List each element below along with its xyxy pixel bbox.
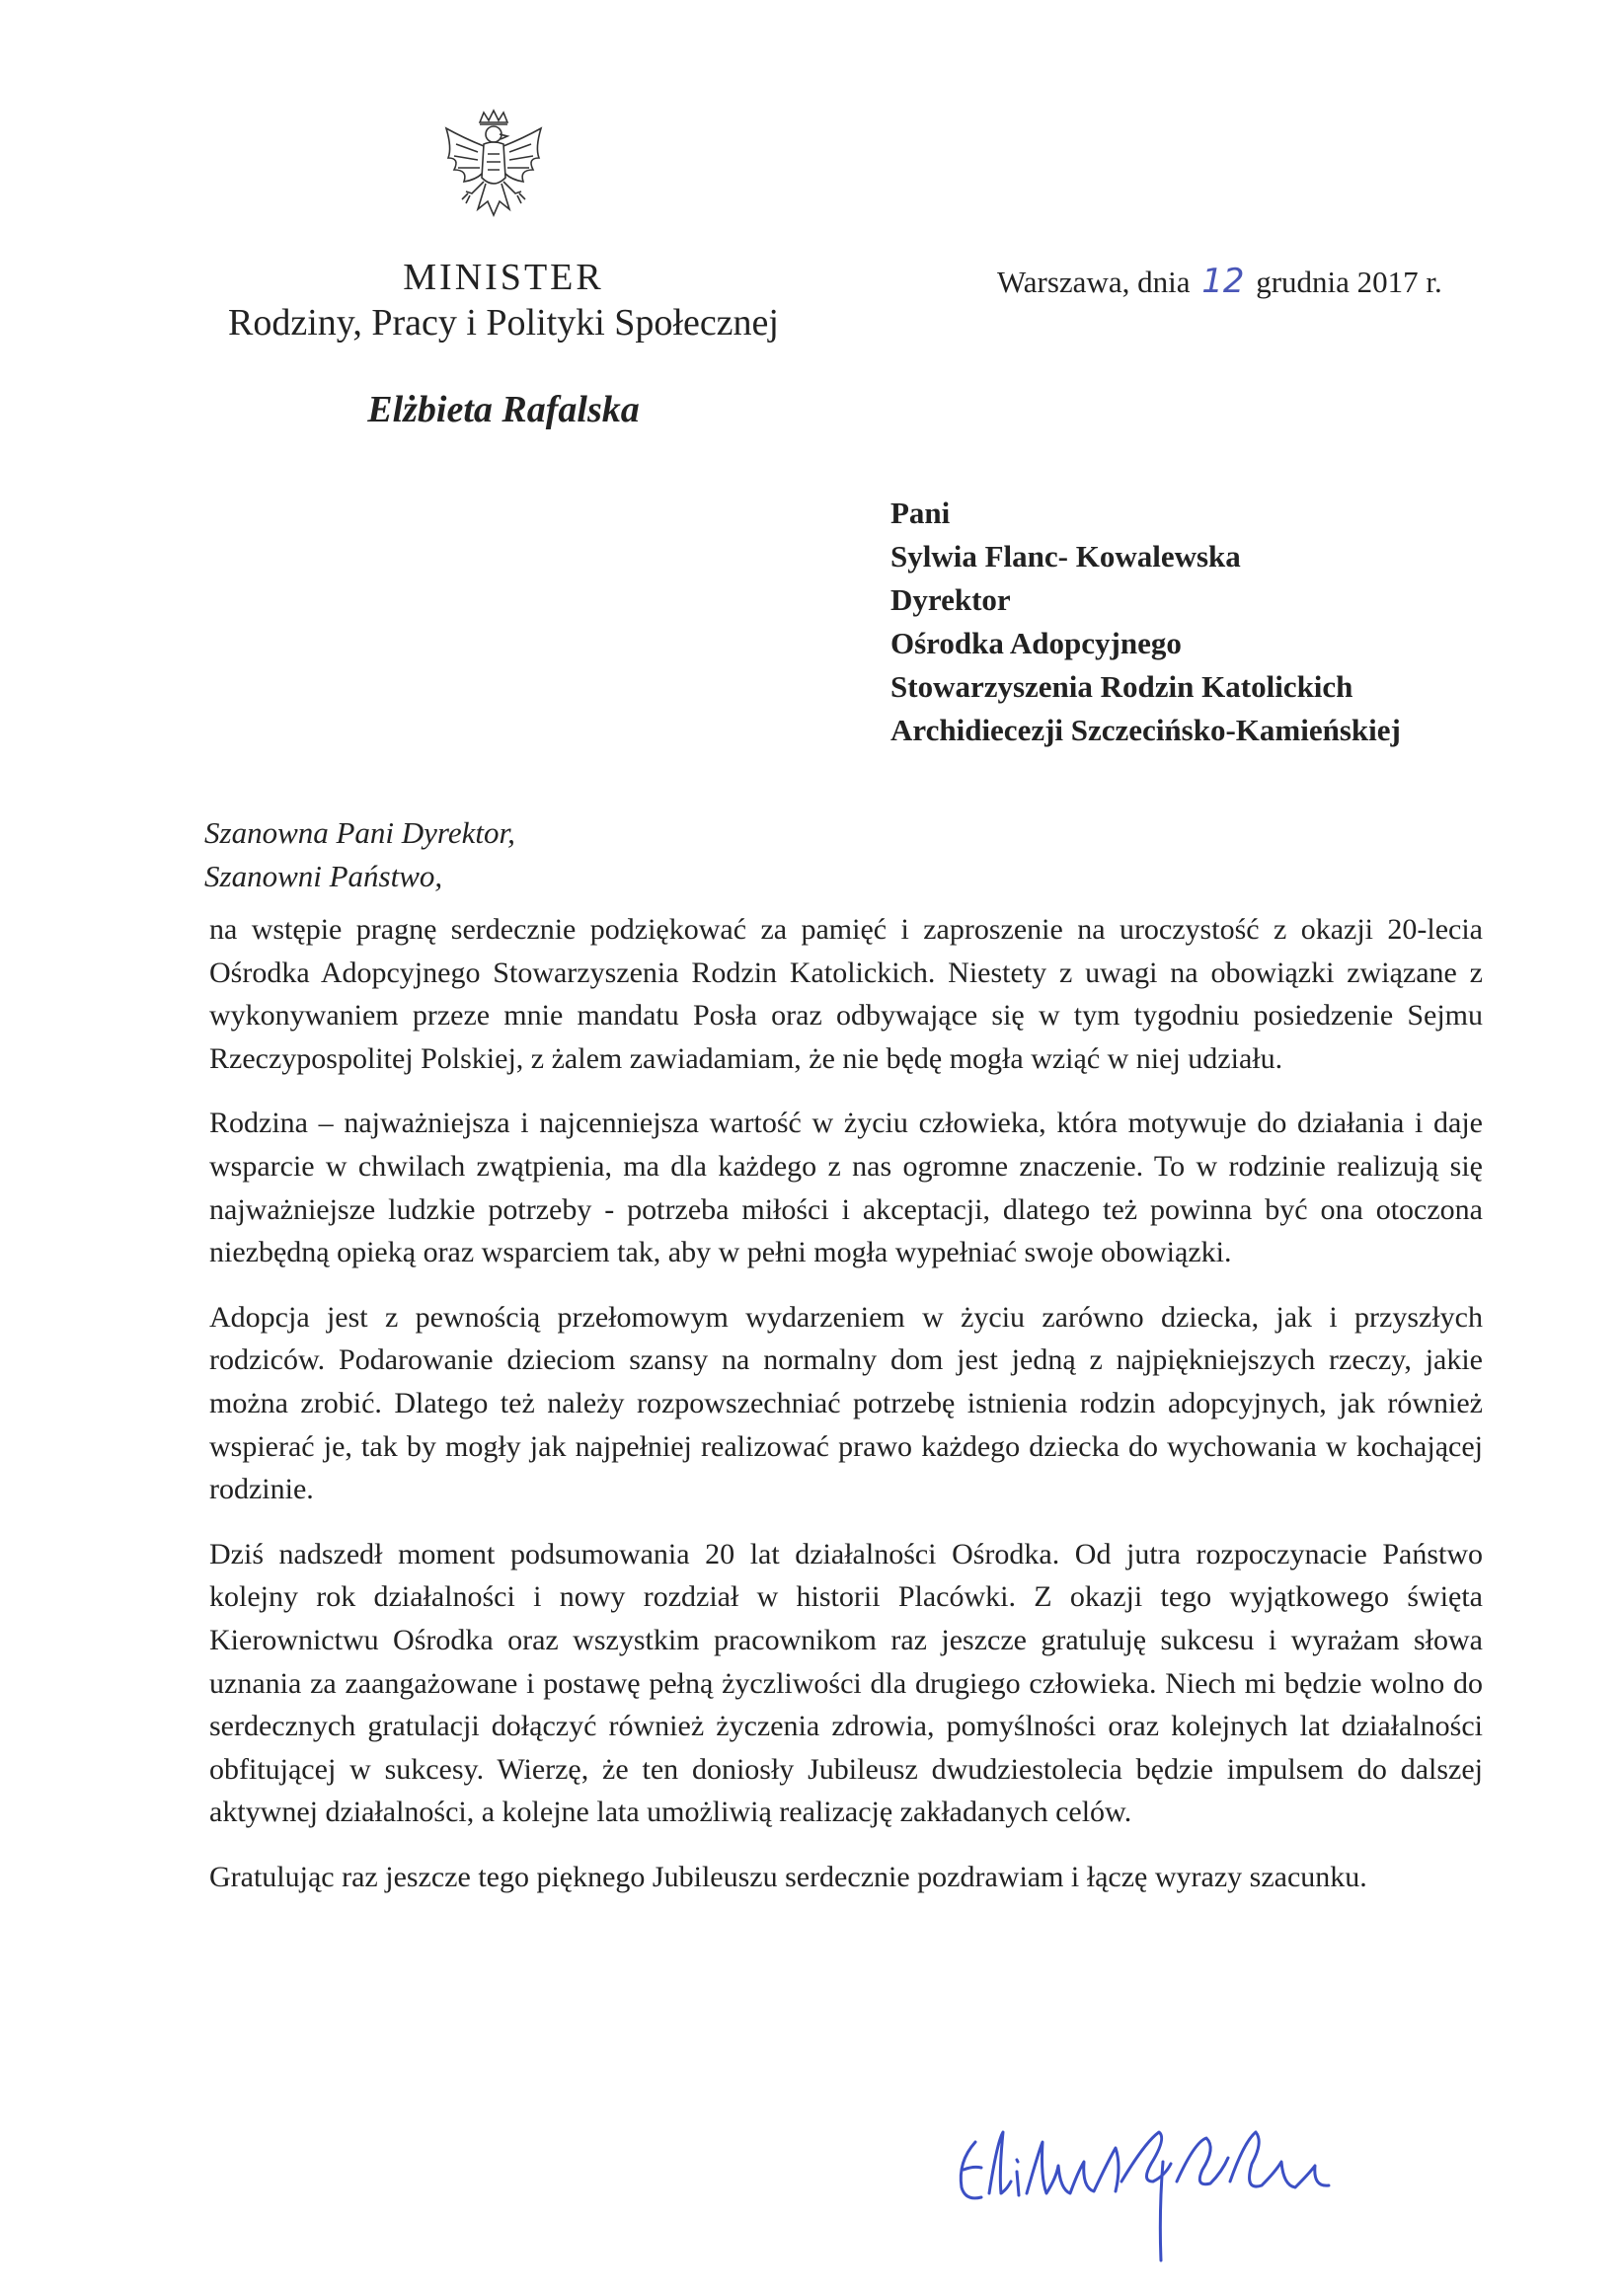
date-day-handwritten: 12: [1201, 262, 1245, 301]
minister-name: Elżbieta Rafalska: [367, 389, 640, 430]
handwritten-signature-icon: [948, 2103, 1362, 2270]
letter-body: [209, 908, 1483, 1920]
body-paragraph: Adopcja jest z pewnością przełomowym wydarzeniem w życiu zarówno dziecka, jak i przyszłych rodziców. Podarowanie dzieciom szansy na normalny dom jest jedną z najpiękniejszych rzeczy, jakie można zrobić. Dlatego też należy rozpowszechniać potrzebę istnienia rodzin adopcyjnych, jak również wspierać je, tak by mogły jak najpełniej realizować prawo każdego dziecka do wychowania w kochającej rodzinie.: [209, 1300, 1483, 1506]
polish-eagle-emblem-icon: [434, 109, 553, 247]
date-line: [997, 262, 1442, 301]
date-suffix: grudnia 2017 r.: [1256, 265, 1442, 299]
recipient-block: [890, 492, 1401, 752]
salutation: [204, 811, 515, 898]
ministry-name: Rodziny, Pracy i Polityki Społecznej: [228, 302, 779, 344]
salutation-line: Szanowna Pani Dyrektor,: [204, 815, 515, 850]
recipient-line: Dyrektor: [890, 582, 1011, 617]
body-paragraph: na wstępie pragnę serdecznie podziękować za pamięć i zaproszenie na uroczystość z okazji 20-lecia Ośrodka Adopcyjnego Stowarzyszenia Rodzin Katolickich. Niestety z uwagi na obowiązki związane z wykonywaniem przeze mnie mandatu Posła oraz odbywające się w tym tygodniu posiedzenie Sejmu Rzeczypospolitej Polskiej, z żalem zawiadamiam, że nie będę mogła wziąć w niej udziału.: [209, 913, 1483, 1075]
date-prefix: Warszawa, dnia: [997, 265, 1191, 299]
body-paragraph: Gratulując raz jeszcze tego pięknego Jubileuszu serdecznie pozdrawiam i łączę wyrazy szacunku.: [209, 1860, 1367, 1893]
recipient-line: Ośrodka Adopcyjnego: [890, 626, 1182, 660]
recipient-line: Stowarzyszenia Rodzin Katolickich: [890, 669, 1353, 704]
ministry-header: [188, 255, 819, 432]
recipient-line: Sylwia Flanc- Kowalewska: [890, 539, 1241, 574]
recipient-line: Archidiecezji Szczecińsko-Kamieńskiej: [890, 713, 1401, 747]
body-paragraph: Rodzina – najważniejsza i najcenniejsza wartość w życiu człowieka, która motywuje do działania i daje wsparcie w chwilach zwątpienia, ma dla każdego z nas ogromne znaczenie. To w rodzinie realizują się najważniejsze ludzkie potrzeby - potrzeba miłości i akceptacji, dlatego też powinna być ona otoczona niezbędną opieką oraz wsparciem tak, aby w pełni mogła wypełniać swoje obowiązki.: [209, 1107, 1483, 1269]
salutation-line: Szanowni Państwo,: [204, 859, 443, 893]
recipient-line: Pani: [890, 496, 951, 530]
minister-title: MINISTER: [403, 257, 604, 298]
body-paragraph: Dziś nadszedł moment podsumowania 20 lat działalności Ośrodka. Od jutra rozpoczynacie Państwo kolejny rok działalności i nowy rozdział w historii Placówki. Z okazji tego wyjątkowego święta Kierownictwu Ośrodka oraz wszystkim pracownikom raz jeszcze gratuluję sukcesu i wyrażam słowa uznania za zaangażowane i postawę pełną życzliwości dla drugiego człowieka. Niech mi będzie wolno do serdecznych gratulacji dołączyć również życzenia zdrowia, pomyślności oraz kolejnych lat działalności obfitującej w sukcesy. Wierzę, że ten doniosły Jubileusz dwudziestolecia będzie impulsem do dalszej aktywnej działalności, a kolejne lata umożliwią realizację zakładanych celów.: [209, 1537, 1483, 1829]
